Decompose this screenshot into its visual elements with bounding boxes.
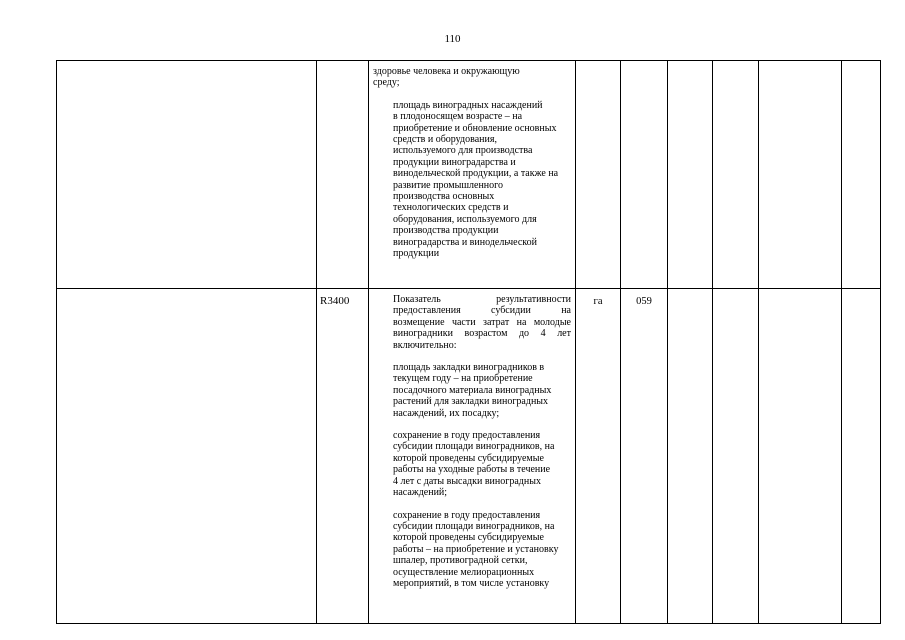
table-row (57, 61, 881, 289)
description-line: возмещение части затрат на молодые (393, 316, 571, 328)
table-cell-empty (668, 289, 713, 624)
description-line: здоровье человека и окружающую (373, 66, 520, 77)
table-cell-empty (713, 61, 759, 289)
table-cell-empty (842, 61, 881, 289)
description-line: виноградарства и винодельческой (393, 236, 537, 248)
description-paragraph (373, 510, 571, 590)
table-cell-code (317, 61, 369, 289)
description-line: включительно: (393, 339, 457, 351)
description-line: работы – на приобретение и установку (393, 543, 559, 555)
description-line: продукции виноградарства и (393, 156, 516, 168)
description-line: мероприятий, в том числе установку (393, 577, 550, 589)
description-paragraph (373, 66, 571, 89)
description-paragraph (373, 362, 571, 419)
description-line: развитие промышленного (393, 179, 504, 191)
table-cell-name (57, 289, 317, 624)
description-line: работы на уходные работы в течение (393, 464, 551, 476)
description-line: текущем году – на приобретение (393, 373, 533, 385)
table-cell-empty (713, 289, 759, 624)
table-cell-unit (576, 61, 621, 289)
description-line: винодельческой продукции, а также на (393, 168, 559, 180)
table-cell-description (369, 289, 576, 624)
description-line: виноградники возрастом до 4 лет (393, 328, 571, 340)
table-cell-name (57, 61, 317, 289)
table-cell-okei: 059 (621, 289, 668, 624)
description-paragraph (373, 294, 571, 351)
indicator-table (56, 60, 881, 624)
table-cell-unit: га (576, 289, 621, 624)
description-line: среду; (373, 77, 400, 89)
table-cell-empty (759, 61, 842, 289)
description-line: продукции (393, 248, 440, 260)
description-line: в плодоносящем возрасте – на (393, 111, 523, 123)
description-line: насаждений; (393, 487, 448, 499)
table-row (57, 289, 881, 624)
description-line: производства основных (393, 191, 495, 203)
table-cell-description (369, 61, 576, 289)
description-line: приобретение и обновление основных (393, 122, 557, 134)
description-line: оборудования, используемого для (393, 213, 537, 225)
description-line: площадь виноградных насаждений (393, 99, 543, 111)
table-cell-code: R3400 (317, 289, 369, 624)
description-paragraph (373, 430, 571, 498)
description-line: площадь закладки виноградников в (393, 362, 545, 374)
description-line: сохранение в году предоставления (393, 509, 541, 521)
table-cell-okei (621, 61, 668, 289)
description-line: Показатель результативности (393, 294, 571, 305)
description-line: используемого для производства (393, 145, 533, 157)
description-line: посадочного материала виноградных (393, 384, 552, 396)
page-number: 110 (444, 33, 461, 45)
description-line: растений для закладки виноградных (393, 396, 549, 408)
table-cell-empty (842, 289, 881, 624)
description-line: 4 лет с даты высадки виноградных (393, 475, 541, 487)
description-line: предоставления субсидии на (393, 305, 571, 317)
description-line: производства продукции (393, 225, 499, 237)
description-line: средств и оборудования, (393, 134, 497, 146)
table-cell-empty (759, 289, 842, 624)
description-line: насаждений, их посадку; (393, 407, 500, 419)
description-line: которой проведены субсидируемые (393, 532, 544, 544)
description-paragraph (373, 100, 571, 260)
description-line: шпалер, противоградной сетки, (393, 555, 528, 567)
description-line: субсидии площади виноградников, на (393, 441, 555, 453)
table-cell-empty (668, 61, 713, 289)
description-line: осуществление мелиорационных (393, 566, 535, 578)
description-line: технологических средств и (393, 202, 509, 214)
description-line: сохранение в году предоставления (393, 430, 541, 442)
description-line: субсидии площади виноградников, на (393, 520, 555, 532)
description-line: которой проведены субсидируемые (393, 452, 544, 464)
